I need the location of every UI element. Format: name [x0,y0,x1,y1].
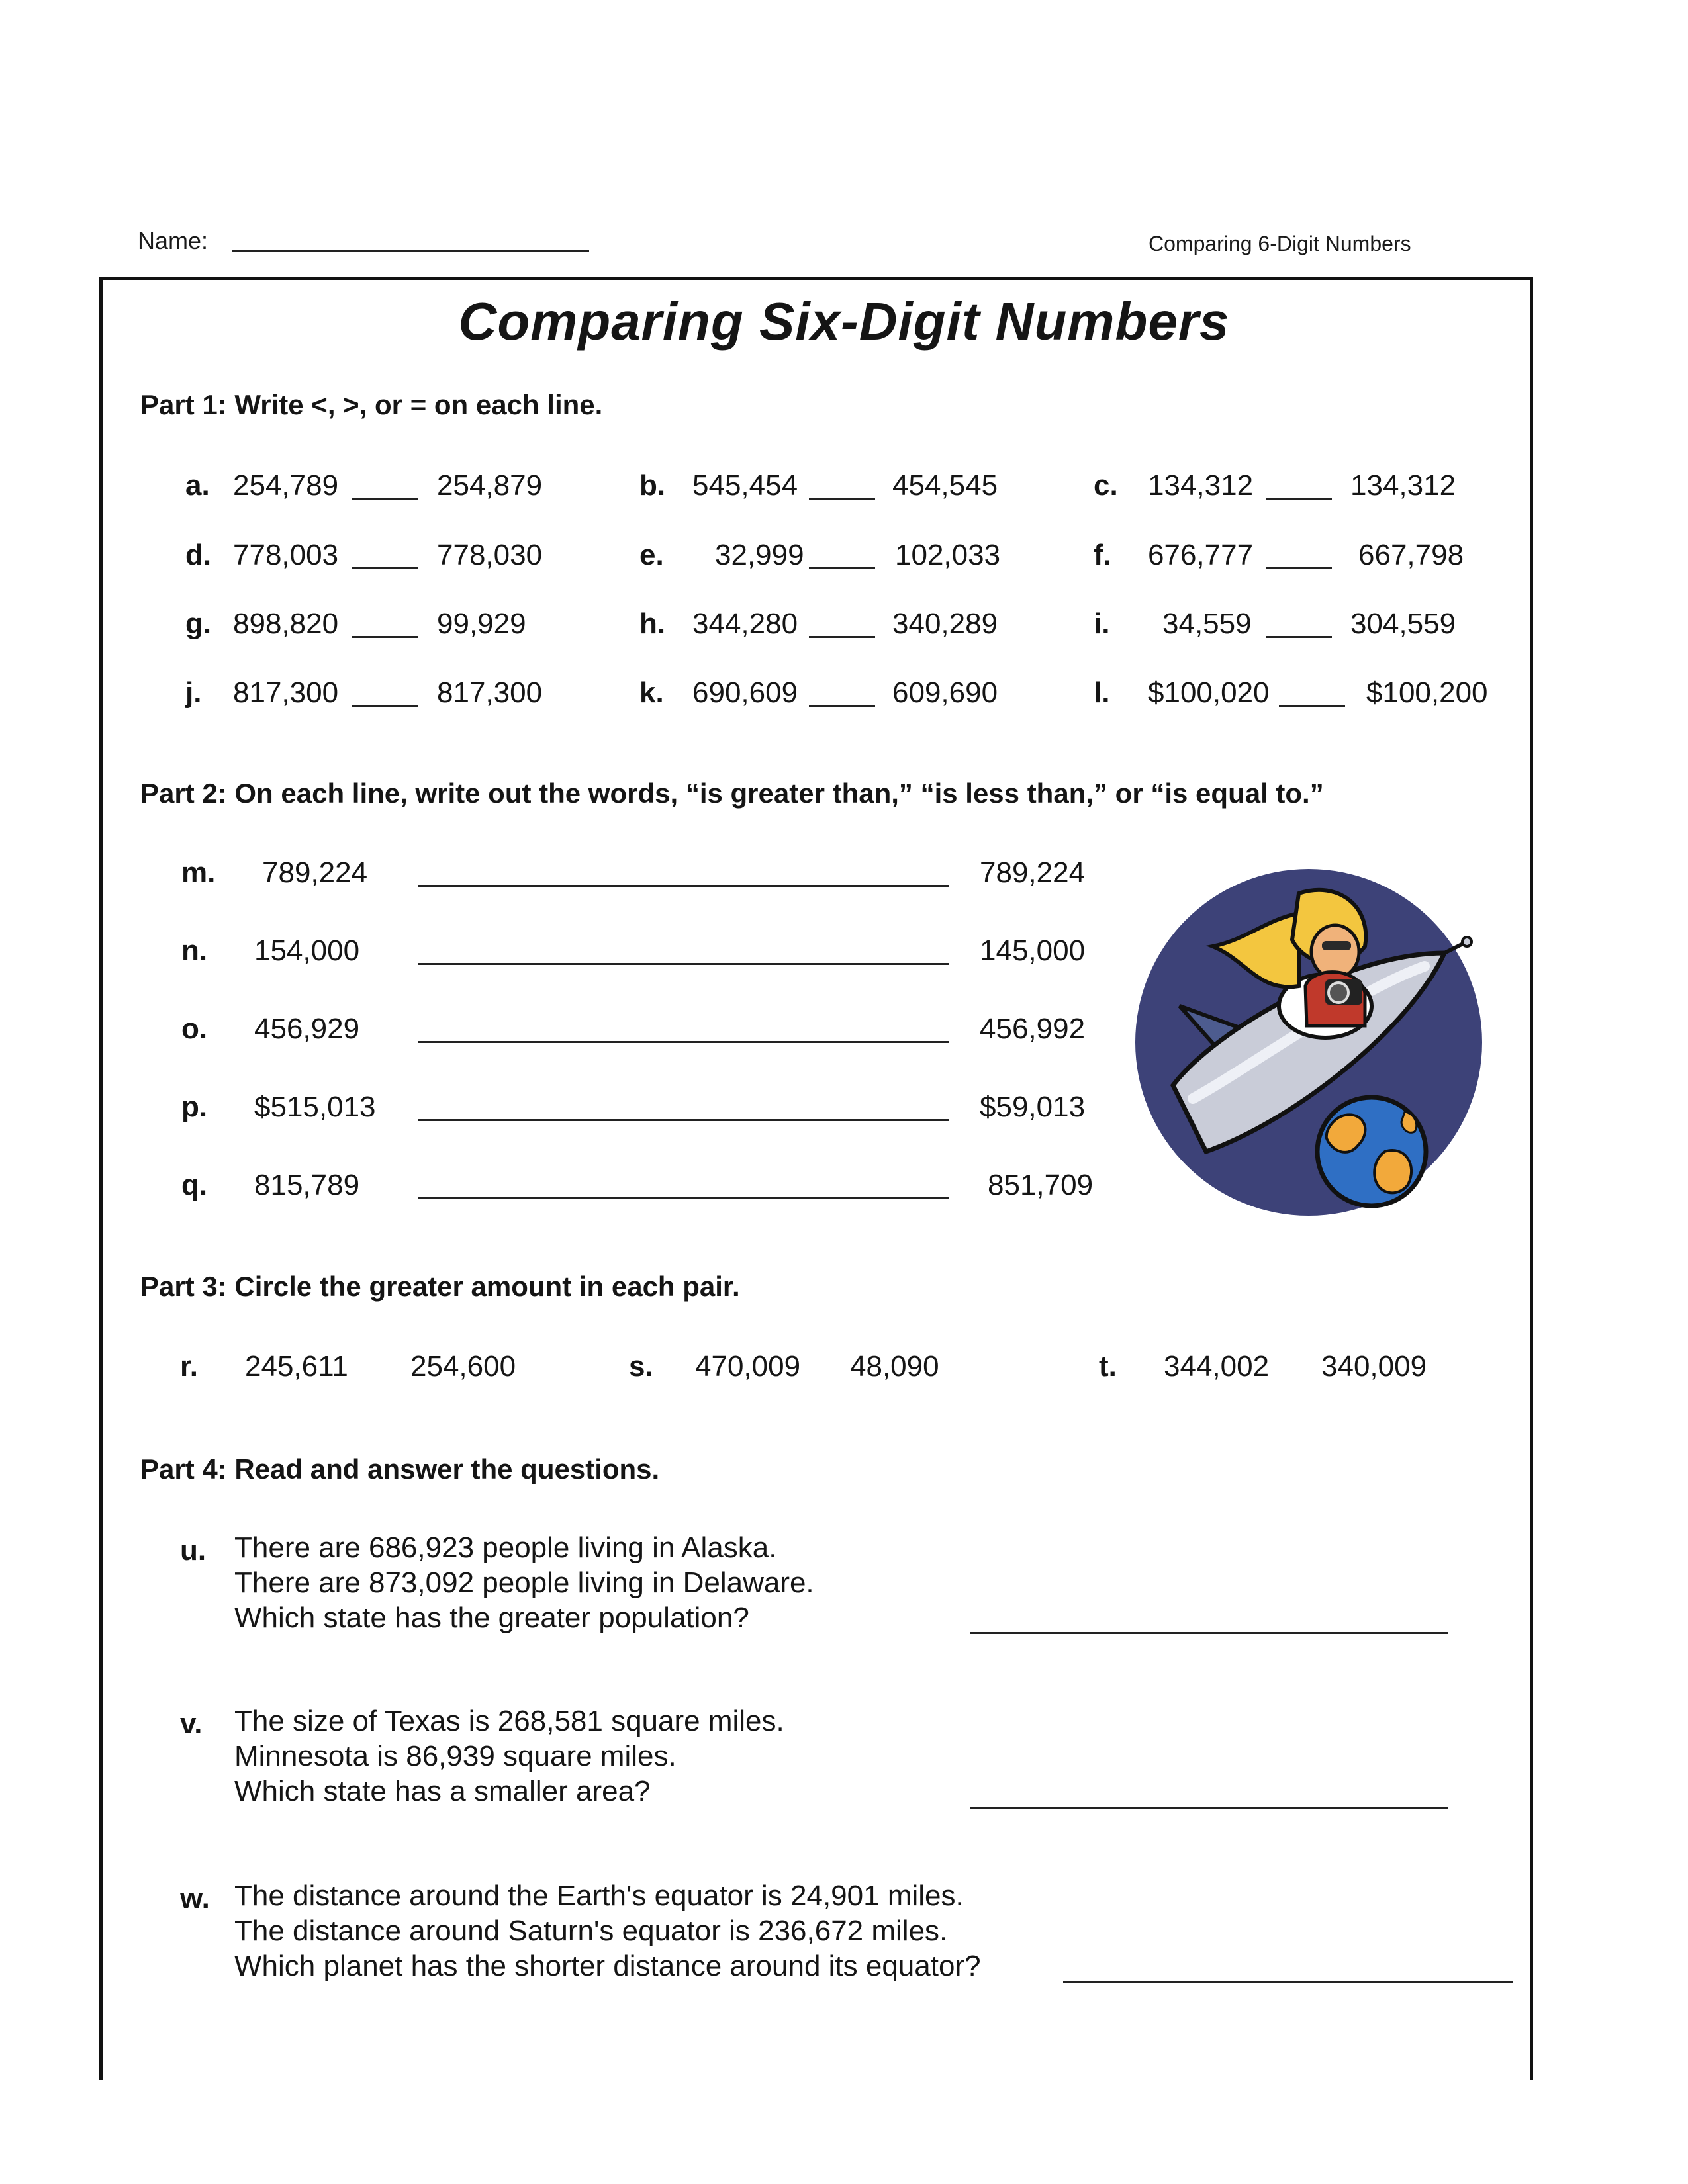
question-label-w: w. [180,1882,210,1915]
item-r-option-a[interactable]: 245,611 [245,1350,348,1383]
item-label-c: c. [1094,469,1118,502]
part2-instruction: Part 2: On each line, write out the words, “is greater than,” “is less than,” or “is equal to.” [140,778,1324,809]
answer-blank-b[interactable] [809,498,875,500]
question-v-line-2: Minnesota is 86,939 square miles. [234,1740,677,1772]
item-f-right: 667,798 [1358,539,1464,571]
item-i-left: 34,559 [1162,608,1252,640]
answer-line-o[interactable] [418,1041,949,1043]
answer-blank-g[interactable] [352,636,418,638]
item-label-n: n. [181,934,208,967]
question-label-v: v. [180,1707,203,1740]
item-s-option-a[interactable]: 470,009 [695,1350,801,1383]
item-label-b: b. [639,469,666,502]
answer-line-p[interactable] [418,1119,949,1121]
item-a-right: 254,879 [437,469,543,502]
item-t-option-a[interactable]: 344,002 [1164,1350,1270,1383]
item-a-left: 254,789 [233,469,339,502]
item-h-left: 344,280 [692,608,798,640]
item-q-left: 815,789 [254,1169,360,1201]
item-g-left: 898,820 [233,608,339,640]
item-k-right: 609,690 [892,676,998,709]
question-u-text [234,1530,814,1635]
item-c-left: 134,312 [1148,469,1254,502]
question-label-u: u. [180,1534,207,1567]
answer-blank-a[interactable] [352,498,418,500]
answer-blank-h[interactable] [809,636,875,638]
item-r-option-b[interactable]: 254,600 [410,1350,516,1383]
item-label-o: o. [181,1013,208,1045]
answer-blank-d[interactable] [352,567,418,569]
item-e-left: 32,999 [715,539,804,571]
name-label: Name: [138,227,209,254]
item-label-p: p. [181,1091,208,1123]
item-l-right: $100,200 [1366,676,1488,709]
item-o-right: 456,992 [980,1013,1086,1045]
item-s-option-b[interactable]: 48,090 [850,1350,939,1383]
part1-instruction: Part 1: Write <, >, or = on each line. [140,389,603,420]
answer-line-u[interactable] [970,1632,1448,1634]
item-label-k: k. [639,676,664,709]
item-m-left: 789,224 [262,856,368,889]
item-p-right: $59,013 [980,1091,1086,1123]
question-u-line-1: There are 686,923 people living in Alaska. [234,1531,777,1564]
item-d-right: 778,030 [437,539,543,571]
item-label-l: l. [1094,676,1110,709]
answer-blank-l[interactable] [1279,705,1345,707]
item-label-m: m. [181,856,216,889]
item-n-left: 154,000 [254,934,360,967]
item-k-left: 690,609 [692,676,798,709]
answer-line-n[interactable] [418,963,949,965]
item-b-right: 454,545 [892,469,998,502]
answer-line-m[interactable] [418,885,949,887]
item-d-left: 778,003 [233,539,339,571]
worksheet-title: Comparing Six-Digit Numbers [458,292,1230,351]
item-label-h: h. [639,608,666,640]
item-j-left: 817,300 [233,676,339,709]
item-p-left: $515,013 [254,1091,376,1123]
question-u-line-2: There are 873,092 people living in Delaware. [234,1567,814,1599]
item-label-r: r. [180,1350,198,1383]
answer-blank-k[interactable] [809,705,875,707]
item-n-right: 145,000 [980,934,1086,967]
question-w-text [234,1878,981,1983]
part3-instruction: Part 3: Circle the greater amount in each pair. [140,1271,740,1302]
item-b-left: 545,454 [692,469,798,502]
girl-on-rocket-with-earth-icon [1133,867,1484,1218]
item-f-left: 676,777 [1148,539,1254,571]
item-label-i: i. [1094,608,1110,640]
answer-blank-j[interactable] [352,705,418,707]
item-m-right: 789,224 [980,856,1086,889]
item-q-right: 851,709 [988,1169,1094,1201]
item-h-right: 340,289 [892,608,998,640]
item-label-e: e. [639,539,664,571]
item-label-q: q. [181,1169,208,1201]
answer-blank-f[interactable] [1266,567,1332,569]
item-t-option-b[interactable]: 340,009 [1321,1350,1427,1383]
answer-line-w[interactable] [1063,1981,1513,1983]
item-label-t: t. [1099,1350,1117,1383]
question-v-line-1: The size of Texas is 268,581 square miles. [234,1705,784,1737]
question-w-line-1: The distance around the Earth's equator is 24,901 miles. [234,1880,964,1912]
item-label-j: j. [185,676,202,709]
question-w-line-2: The distance around Saturn's equator is 236,672 miles. [234,1915,948,1947]
item-label-s: s. [629,1350,653,1383]
part4-instruction: Part 4: Read and answer the questions. [140,1453,660,1484]
item-label-d: d. [185,539,212,571]
question-v-text [234,1704,784,1809]
question-w-line-3: Which planet has the shorter distance around its equator? [234,1950,981,1982]
name-field[interactable] [232,250,589,252]
answer-blank-e[interactable] [809,567,875,569]
answer-line-q[interactable] [418,1197,949,1199]
question-v-line-3: Which state has a smaller area? [234,1775,651,1807]
item-j-right: 817,300 [437,676,543,709]
answer-line-v[interactable] [970,1807,1448,1809]
item-o-left: 456,929 [254,1013,360,1045]
item-e-right: 102,033 [895,539,1001,571]
item-g-right: 99,929 [437,608,526,640]
item-label-f: f. [1094,539,1111,571]
answer-blank-i[interactable] [1266,636,1332,638]
question-u-line-3: Which state has the greater population? [234,1602,749,1634]
item-label-g: g. [185,608,212,640]
item-c-right: 134,312 [1350,469,1456,502]
answer-blank-c[interactable] [1266,498,1332,500]
item-l-left: $100,020 [1148,676,1270,709]
item-label-a: a. [185,469,210,502]
item-i-right: 304,559 [1350,608,1456,640]
worksheet-tag: Comparing 6-Digit Numbers [1149,232,1411,255]
